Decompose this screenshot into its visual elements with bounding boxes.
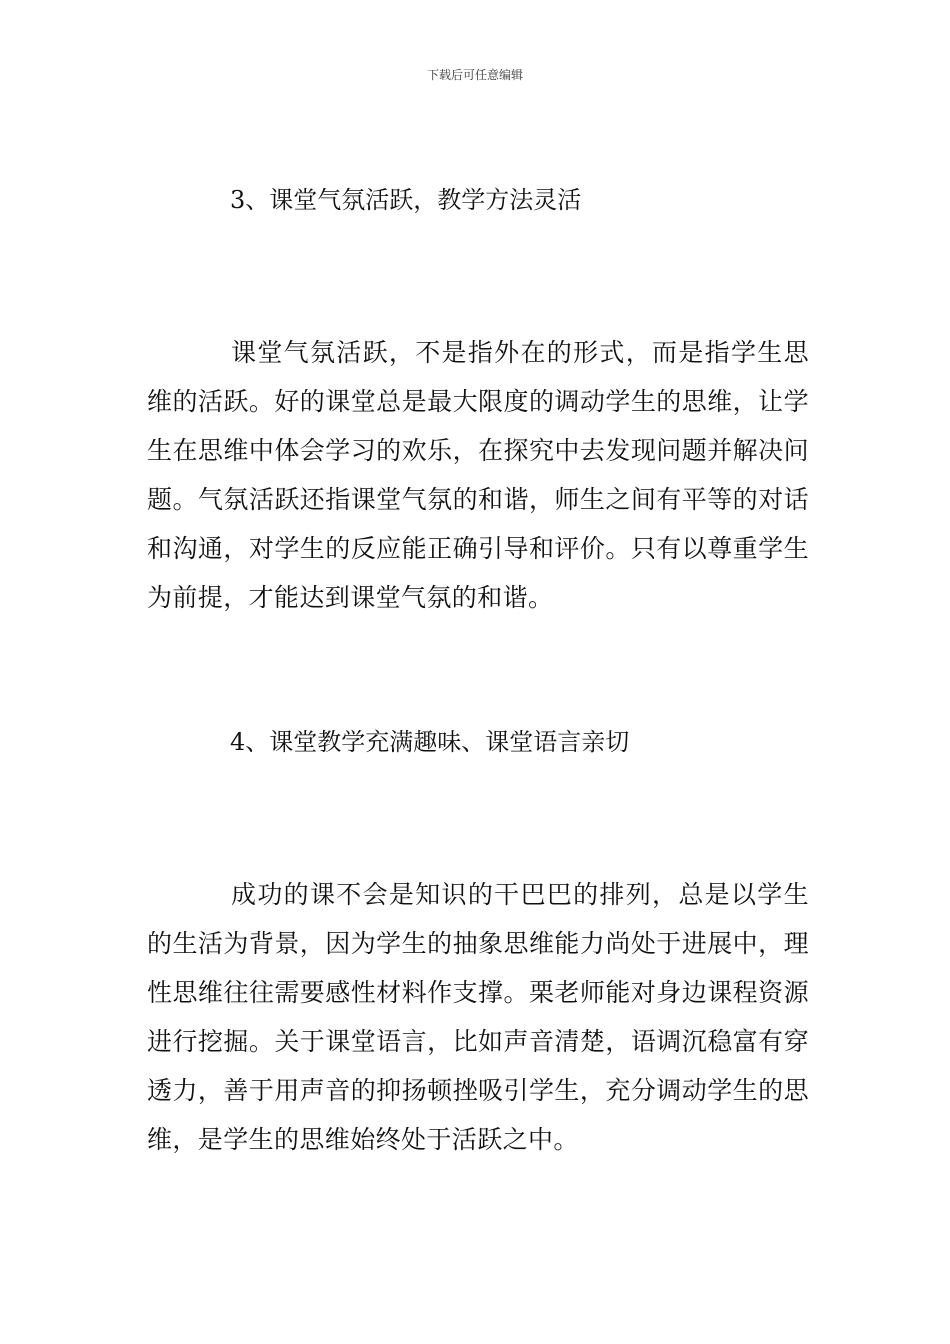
section-paragraph-3: 课堂气氛活跃，不是指外在的形式，而是指学生思维的活跃。好的课堂总是最大限度的调动学生的思维，让学生在思维中体会学习的欢乐，在探究中去发现问题并解决问题。气氛活跃还指课堂气氛的和谐，师生之间有平等的对话和沟通，对学生的反应能正确引导和评价。只有以尊重学生为前提，才能达到课堂气氛的和谐。 xyxy=(147,338,809,612)
section-heading-4: 4、课堂教学充满趣味、课堂语言亲切 xyxy=(230,728,630,756)
page-header-note: 下载后可任意编辑 xyxy=(426,68,523,82)
section-heading-3: 3、课堂气氛活跃，教学方法灵活 xyxy=(230,186,582,214)
section-paragraph-4: 成功的课不会是知识的干巴巴的排列，总是以学生的生活为背景，因为学生的抽象思维能力尚处于进展中，理性思维往往需要感性材料作支撑。栗老师能对身边课程资源进行挖掘。关于课堂语言，比如声音清楚，语调沉稳富有穿透力，善于用声音的抑扬顿挫吸引学生，充分调动学生的思维，是学生的思维始终处于活跃之中。 xyxy=(147,880,809,1154)
